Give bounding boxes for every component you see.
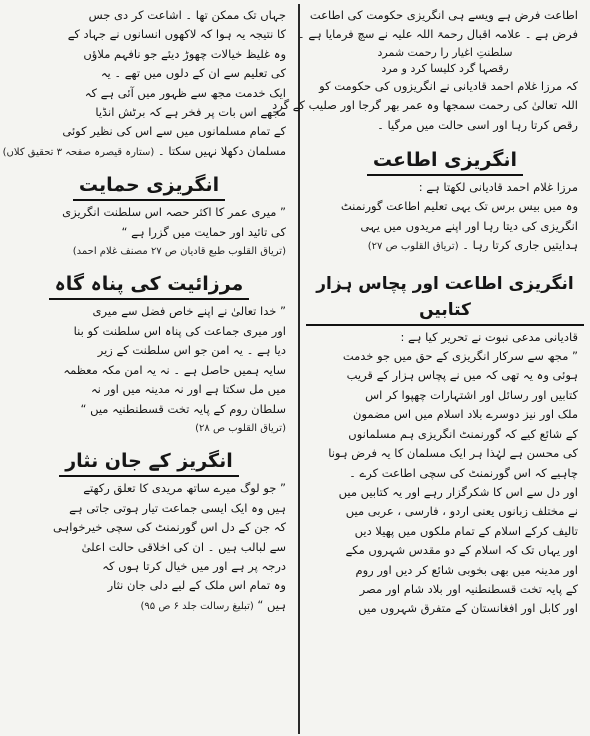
section-heading-english-obedience <box>306 147 584 176</box>
citation: (تریاق القلوب ص ۲۸) <box>195 422 286 434</box>
text-line: فرض ہے ۔ علامہ اقبال رحمۃ اللہ علیہ نے سچ فرمایا ہے ۔ <box>297 27 578 42</box>
text-line: تالیف کرکے اسلام کے تمام ملکوں میں پھیلا دیں <box>354 523 578 538</box>
section-heading-fifty-thousand-books <box>306 271 584 326</box>
text-line: وہ میں بیس برس تک یہی تعلیم اطاعت گورنمنٹ <box>340 199 578 214</box>
text-line: وہ غلیظ خیالات چھوڑ دیئے جو نافہم ملاؤں <box>83 46 286 61</box>
text-line: سلطان روم کے پایہ تخت قسطنطنیہ میں “ <box>80 401 286 416</box>
text-line: انگریزی کی دیتا رہا اور اپنے مریدوں میں یہی <box>360 218 578 233</box>
text-line: ” میری عمر کا اکثر حصہ اس سلطنت انگریزی <box>62 205 286 220</box>
text-line: سایہ ہمیں حاصل ہے ۔ نہ یہ امن مکہ معظمہ <box>63 362 286 377</box>
text-line: اللہ تعالیٰ کی رحمت سمجھا وہ عمر بھر گرجا اور صلیب کے گرد <box>272 98 578 113</box>
text-line: اور یہاں تک کہ اسلام کے دو مقدس شہروں مکے <box>345 543 578 558</box>
text-line-with-ref <box>312 236 578 256</box>
text-line: ہیں وہ ایک ایسی جماعت تیار ہوتی جاتی ہے <box>69 500 286 515</box>
text-line: کے پایہ تخت قسطنطنیہ اور بلاد شام اور مصر <box>359 581 578 596</box>
section-heading-refuge-of-mirzaiyat <box>6 271 292 300</box>
text-line: مسلمان دکھلا نہیں سکتا ۔ <box>157 143 286 158</box>
poetry-verse <box>306 45 584 77</box>
text-line: وہ تمام اس ملک کے لیے دلی جان نثار <box>107 578 286 593</box>
english-support-paragraph <box>6 203 292 261</box>
right-column <box>272 0 584 736</box>
citation: (تریاق القلوب طبع قادیان ص ۲۷ مصنف غلام احمد) <box>72 246 286 258</box>
text-line: کے تمام مسلمانوں میں سے اس کی نظیر کوئی <box>62 124 286 139</box>
text-line: ” مجھ سے سرکار انگریزی کے حق میں جو خدمت <box>342 349 578 364</box>
text-line: درجہ پر ہے اور میں خیال کرتا ہوں کہ <box>102 558 286 573</box>
text-line: جہاں تک ممکن تھا ۔ اشاعت کر دی جس <box>88 8 286 22</box>
text-line: کی تعلیم سے ان کے دلوں میں تھے ۔ یہ <box>100 66 286 81</box>
verse-line: رقصہا گرد کلیسا کرد و مرد <box>381 61 509 75</box>
left-column <box>2 0 292 736</box>
fifty-thousand-books-paragraph <box>306 328 584 619</box>
right-intro-paragraph <box>297 6 584 45</box>
heading-text: انگریزی اطاعت <box>367 147 523 176</box>
text-line: اور میری جماعت کی پناہ اس سلطنت کو بنا <box>73 323 286 338</box>
section-heading-english-support <box>6 172 292 201</box>
heading-text: انگریزی حمایت <box>73 172 225 201</box>
text-line: قادیانی مدعی نبوت نے تحریر کیا ہے : <box>400 329 578 344</box>
text-line: کے شائع کیے کہ گورنمنٹ انگریزی ہم مسلمانوں <box>348 426 578 441</box>
citation: (ستارہ قیصرہ صفحہ ۳ تحقیق کلاں) <box>2 146 155 158</box>
refuge-paragraph <box>6 302 292 438</box>
text-line: چاہیے کہ اس گورنمنٹ کی سچی اطاعت کرے ۔ <box>349 465 578 480</box>
right-after-verse-paragraph <box>272 77 584 135</box>
text-line-with-ref <box>12 596 286 616</box>
text-line: کا نتیجہ یہ ہوا کہ لاکھوں انسانوں نے جہاد کے <box>67 27 286 42</box>
text-line: کی محسن ہے لہٰذا ہر ایک مسلمان کا یہ فرض ہونا <box>328 446 578 461</box>
text-line: میں مل سکتا ہے اور نہ مدینہ میں اور نہ <box>90 382 286 397</box>
text-line: ” خدا تعالیٰ نے اپنے خاص فضل سے میری <box>92 304 286 319</box>
text-line: کہ جن کے دل اس گورنمنٹ کی سچی خیرخواہی <box>52 520 286 535</box>
text-line: اور کابل اور افغانستان کے متفرق شہروں میں <box>358 601 578 616</box>
text-line: سے لبالب ہیں ۔ ان کی اخلاقی حالت اعلیٰ <box>81 539 286 554</box>
text-line: ہیں “ <box>257 597 286 612</box>
text-line: دیا ہے ۔ یہ امن جو اس سلطنت کے زیر <box>97 343 286 358</box>
text-line: ایک خدمت مجھ سے ظہور میں آئی ہے کہ <box>84 85 286 100</box>
text-line-with-ref <box>2 142 286 162</box>
heading-text: انگریز کے جان نثار <box>59 448 239 477</box>
text-line: اور دل سے اس کا شکرگزار رہے اور یہ کتابیں میں <box>338 484 578 499</box>
text-line: اطاعت فرض ہے ویسے ہی انگریزی حکومت کی اطاعت <box>309 8 578 22</box>
text-line: ہدایتیں جاری کرتا رہا ۔ <box>462 238 578 253</box>
verse-line: سلطنتِ اغیار را رحمت شمرد <box>377 45 513 59</box>
text-line: ” جو لوگ میرے ساتھ مریدی کا تعلق رکھتے <box>83 481 286 496</box>
text-line: رقص کرتا رہا اور اسی حالت میں مرگیا ۔ <box>377 117 578 132</box>
heading-text: مرزائیت کی پناہ گاہ <box>49 271 250 300</box>
text-line: کہ مرزا غلام احمد قادیانی نے انگریزوں کی حکومت کو <box>319 78 578 93</box>
text-line: کتابیں اور رسائل اور اشتہارات چھپوا کر اس <box>365 387 578 402</box>
text-line: نے مختلف زبانوں یعنی اردو ، فارسی ، عربی میں <box>345 504 578 519</box>
text-line: مرزا غلام احمد قادیانی لکھتا ہے : <box>418 180 578 195</box>
devotees-paragraph <box>6 479 292 616</box>
text-line: مجھے اس بات پر فخر ہے کہ برٹش انڈیا <box>95 105 286 120</box>
citation: (تریاق القلوب ص ۲۷) <box>367 241 459 253</box>
section-heading-devotees-of-english <box>6 448 292 477</box>
text-line: کی تائید اور حمایت میں گزرا ہے “ <box>121 224 286 239</box>
heading-text: انگریزی اطاعت اور پچاس ہزار کتابیں <box>306 271 584 326</box>
text-line: اور مدینہ میں بھی بخوبی شائع کر دیں اور روم <box>355 562 578 577</box>
text-line: ملک اور نیز دوسرے بلاد اسلام میں اس مضمون <box>353 407 578 422</box>
english-obedience-paragraph <box>306 178 584 257</box>
text-line: ہوئی وہ یہ تھی کہ میں نے پچاس ہزار کے قریب <box>346 368 578 383</box>
citation: (تبلیغ رسالت جلد ۶ ص ۹۵) <box>140 600 254 612</box>
left-intro-paragraph <box>2 6 292 162</box>
